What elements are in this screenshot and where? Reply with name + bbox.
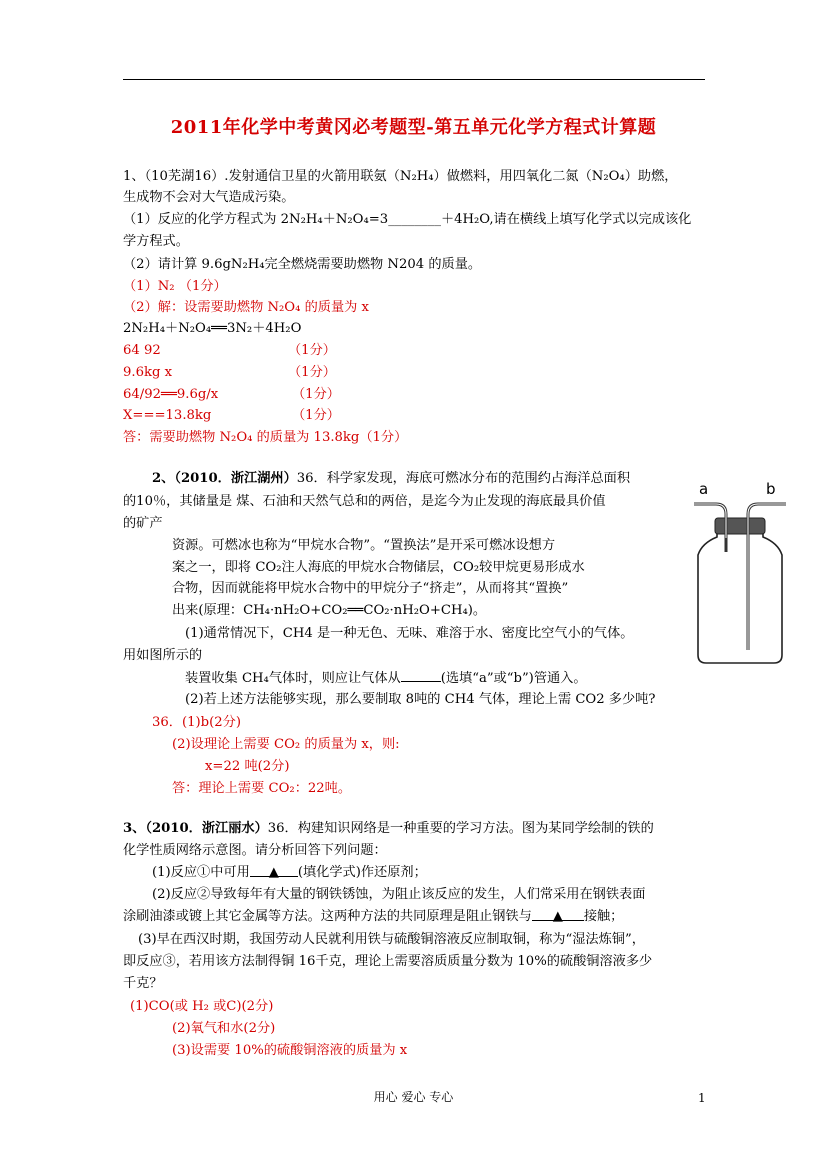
q1-proportion-score: （1分） xyxy=(292,387,340,402)
q3-answer-1: (1)CO(或 H₂ 或C)(2分) xyxy=(130,999,274,1014)
q3-line-4: (2)反应②导致每年有大量的钢铁锈蚀，为阻止该反应的发生，人们常采用在钢铁表面 xyxy=(152,887,646,902)
q3-answer-2: (2)氧气和水(2分) xyxy=(172,1021,276,1036)
q2-line-8: (1)通常情况下，CH4 是一种无色、无味、难溶于水、密度比空气小的气体。 xyxy=(185,626,634,641)
q3-line-3 xyxy=(152,864,427,882)
q2-line-5: 案之一，即将 CO₂注人海底的甲烷水合物储层，CO₂较甲烷更易形成水 xyxy=(172,560,585,575)
rubber-stopper xyxy=(715,518,765,534)
q1-mass-score: （1分） xyxy=(288,365,336,380)
q2-line-9: 用如图所示的 xyxy=(123,648,203,663)
q2-source: 2、（2010．浙江湖州） xyxy=(152,471,297,486)
q3-line-7: 即反应③，若用该方法制得铜 16千克，理论上需要溶质质量分数为 10%的硫酸铜溶液多少 xyxy=(123,954,653,969)
q2-line-7: 出来(原理：CH₄·nH₂O+CO₂══CO₂·nH₂O+CH₄)。 xyxy=(172,603,487,618)
q2-answer-3: x=22 吨(2分) xyxy=(205,759,290,774)
q3-line-1 xyxy=(123,820,654,838)
q1-line-1: 1、（10芜湖16）.发射通信卫星的火箭用联氨（N₂H₄）做燃料，用四氧化二氮（N₂O₄）助燃， xyxy=(123,169,678,184)
q3-line-5-text-c: 接触； xyxy=(583,909,624,924)
q3-line-1-text: 36．构建知识网络是一种重要的学习方法。图为某同学绘制的铁的 xyxy=(267,821,654,836)
bottle-outline xyxy=(698,532,782,663)
q1-ratio-score: （1分） xyxy=(288,343,336,358)
q1-answer-2: （2）解：设需要助燃物 N₂O₄ 的质量为 x xyxy=(123,300,369,315)
q2-line-3: 的矿产 xyxy=(123,516,163,531)
q3-answer-3: (3)设需要 10%的硫酸铜溶液的质量为 x xyxy=(172,1043,408,1058)
q2-answer-blank xyxy=(401,669,441,682)
q2-line-4: 资源。可燃冰也称为“甲烷水合物”。“置换法”是开采可燃冰设想方 xyxy=(172,538,556,553)
q3-line-6: (3)早在西汉时期，我国劳动人民就利用铁与硫酸铜溶液反应制取铜，称为“湿法炼铜”， xyxy=(138,932,645,947)
tube-label-b: b xyxy=(766,480,776,498)
q3-line-8: 千克？ xyxy=(123,976,163,991)
q1-line-2: 生成物不会对大气造成污染。 xyxy=(123,190,295,205)
q2-line-10 xyxy=(185,669,587,688)
q1-result-row: X===13.8kg xyxy=(123,408,212,423)
q2-line-1-text: 36．科学家发现，海底可燃冰分布的范围约占海洋总面积 xyxy=(296,471,631,486)
q1-line-5: （2）请计算 9.6gN₂H₄完全燃烧需要助燃物 N204 的质量。 xyxy=(123,257,482,272)
q3-line-5 xyxy=(123,908,623,926)
q2-answer-4: 答：理论上需要 CO₂：22吨。 xyxy=(172,781,352,796)
page-number: 1 xyxy=(698,1091,706,1105)
q3-line-3-text-c: (填化学式)作还原剂； xyxy=(297,865,427,880)
page-footer: 用心 爱心 专心 xyxy=(373,1090,454,1104)
q3-line-2: 化学性质网络示意图。请分析回答下列问题： xyxy=(123,843,387,858)
q3-blank-2 xyxy=(532,908,584,924)
page-title: 2011年化学中考黄冈必考题型-第五单元化学方程式计算题 xyxy=(170,117,657,138)
header-rule xyxy=(123,79,705,80)
q2-line-6: 合物，因而就能将甲烷水合物中的甲烷分子“挤走”，从而将其“置换” xyxy=(172,581,569,596)
q1-answer-1: （1）N₂ （1分） xyxy=(123,279,227,294)
q2-answer-2: (2)设理论上需要 CO₂ 的质量为 x，则: xyxy=(172,737,400,752)
q1-line-4: 学方程式。 xyxy=(123,234,189,249)
q3-source: 3、（2010．浙江丽水） xyxy=(123,821,268,836)
q1-final-answer: 答：需要助燃物 N₂O₄ 的质量为 13.8kg（1分） xyxy=(123,430,408,445)
q2-answer-1: 36．(1)b(2分) xyxy=(152,715,241,730)
tube-label-a: a xyxy=(699,480,709,498)
q3-blank-1 xyxy=(250,864,298,880)
q3-line-5-text-a: 涂刷油漆或镀上其它金属等方法。这两种方法的共同原理是阻止钢铁与 xyxy=(123,909,532,924)
q3-line-3-text-a: (1)反应①中可用 xyxy=(152,865,250,880)
q1-proportion-row: 64/92══9.6g/x xyxy=(123,387,219,402)
q2-line-1 xyxy=(152,470,630,488)
q2-line-2: 的10％，其储量是 煤、石油和天然气总和的两倍，是迄今为止发现的海底最具价值 xyxy=(123,494,606,509)
q1-equation: 2N₂H₄＋N₂O₄══3N₂＋4H₂O xyxy=(123,321,302,336)
q1-ratio-row: 64 92 xyxy=(123,343,161,358)
gas-collection-bottle-figure xyxy=(690,480,790,670)
q1-line-3: （1）反应的化学方程式为 2N₂H₄＋N₂O₄=3________＋4H₂O,请在横线上填写化学式以完成该化 xyxy=(123,212,692,227)
q2-line-10-text-b: (选填“a”或“b”)管通入。 xyxy=(440,671,587,686)
q1-mass-row: 9.6kg x xyxy=(123,365,173,380)
triangle-marker-2: ▲ xyxy=(552,909,563,924)
q2-line-10-text-a: 装置收集 CH₄气体时，则应让气体从 xyxy=(185,671,401,686)
q2-line-11: (2)若上述方法能够实现，那么要制取 8吨的 CH4 气体，理论上需 CO2 多少吨? xyxy=(185,692,656,707)
q1-result-score: （1分） xyxy=(292,408,340,423)
triangle-marker-1: ▲ xyxy=(268,865,279,880)
